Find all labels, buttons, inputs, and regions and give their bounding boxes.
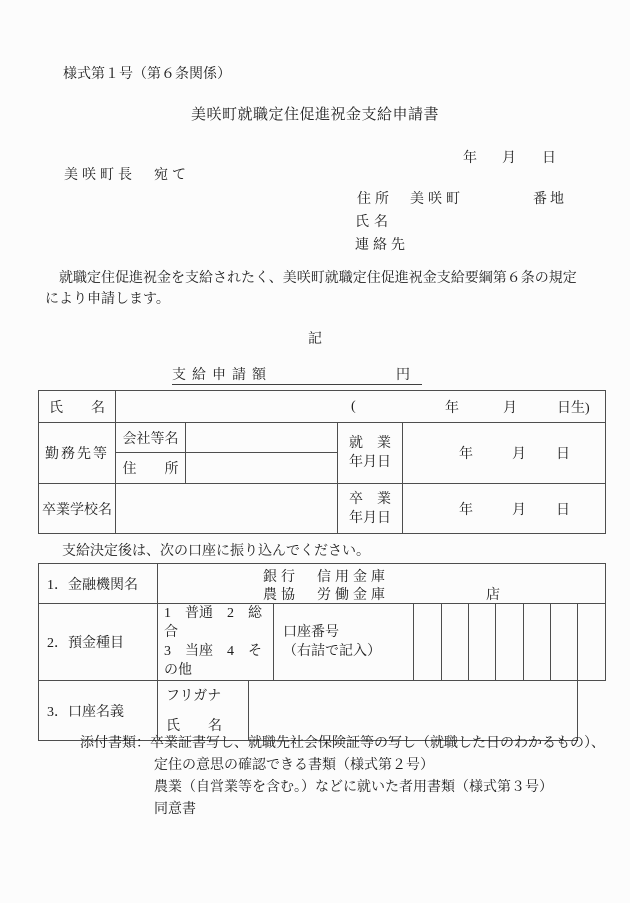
contact-label: 連絡先 (355, 238, 409, 253)
payout-note: 支給決定後は、次の口座に振り込んでください。 (62, 544, 370, 559)
attachment-item: 農業（自営業等を含む。）などに就いた者用書類（様式第３号） (154, 780, 553, 795)
company-name-input-cell (186, 423, 338, 453)
account-number-digit-box (469, 604, 496, 681)
company-name-label: 会社等名 (116, 423, 186, 453)
account-number-digit-box (524, 604, 551, 681)
account-holder-input-cell (249, 681, 578, 741)
graduation-month-label: 月 (512, 502, 526, 518)
workplace-address-label: 住 所 (116, 453, 186, 484)
bank-name-input-cell (158, 564, 606, 604)
name-input-cell (116, 391, 606, 423)
branch-label: 店 (486, 588, 500, 603)
graduation-date-line-1: 卒 業 (349, 491, 391, 507)
employment-day-label: 日 (556, 447, 570, 462)
employment-year-label: 年 (459, 447, 473, 462)
graduation-school-label: 卒業学校名 (39, 484, 116, 534)
employment-date-input-cell (403, 423, 606, 484)
graduation-year-label: 年 (459, 502, 473, 518)
account-number-digit-box (414, 604, 442, 681)
holder-name-label: 氏 名 (166, 719, 222, 734)
attachment-item: 卒業証書写し、就職先社会保険証等の写し（就職した日のわかるもの）、 (150, 736, 605, 751)
attachments-label: 添付書類： (80, 736, 150, 751)
account-number-note: （右詰で記入） (283, 644, 381, 659)
birth-day-label: 日生) (557, 400, 590, 416)
applicant-name-label: 氏名 (355, 215, 393, 230)
birth-month-label: 月 (503, 400, 517, 416)
date-year-label: 年 (463, 151, 477, 166)
address-label: 住所 (357, 192, 393, 207)
account-type-options-line-1: 1 普通 2 総合 (164, 606, 262, 640)
account-holder-row-label: 3．口座名義 (39, 681, 158, 741)
account-number-digit-box (496, 604, 524, 681)
account-type-options-line-2: 3 当座 4 その他 (164, 644, 262, 678)
workplace-row-label: 勤務先等 (39, 423, 116, 484)
birth-year-label: 年 (445, 400, 459, 416)
amount-label: 支給申請額 (172, 368, 272, 383)
bank-type-line-1: 銀行 信用金庫 (263, 570, 389, 585)
account-number-label: 口座番号 (283, 625, 339, 640)
employment-date-line-2: 年月日 (349, 455, 391, 470)
address-town: 美咲町 (410, 192, 464, 207)
employment-month-label: 月 (512, 447, 526, 462)
date-day-label: 日 (542, 151, 556, 166)
account-type-options (158, 604, 274, 681)
graduation-date-label (338, 484, 403, 534)
attachment-item: 定住の意思の確認できる書類（様式第２号） (154, 758, 434, 773)
amount-line (172, 363, 422, 385)
date-month-label: 月 (502, 151, 516, 166)
employment-date-label (338, 423, 403, 484)
attachment-item: 同意書 (154, 802, 196, 817)
statement-line-1: 就職定住促進祝金を支給されたく、美咲町就職定住促進祝金支給要綱第６条の規定 (45, 271, 577, 286)
applicant-table (38, 390, 606, 534)
graduation-date-input-cell (403, 484, 606, 534)
account-holder-label-cell (158, 681, 249, 741)
ki-heading: 記 (308, 332, 322, 347)
bank-type-line-2: 農協 労働金庫 (263, 588, 389, 603)
form-number: 様式第１号（第６条関係） (63, 67, 231, 82)
account-number-digit-box (551, 604, 578, 681)
name-row-label: 氏 名 (39, 391, 116, 423)
address-banchi-label: 番地 (533, 192, 567, 207)
employment-date-line-1: 就 業 (349, 436, 391, 451)
graduation-day-label: 日 (556, 502, 570, 518)
graduation-school-input-cell (116, 484, 338, 534)
application-statement (45, 268, 577, 310)
workplace-address-input-cell (186, 453, 338, 484)
attachments-block (80, 733, 605, 821)
addressee: 美咲町長 宛て (64, 168, 190, 183)
amount-unit-label: 円 (396, 368, 410, 383)
account-number-digit-box (442, 604, 469, 681)
statement-line-2: により申請します。 (45, 292, 170, 307)
page-title: 美咲町就職定住促進祝金支給申請書 (190, 107, 439, 123)
account-type-row-label: 2．預金種目 (39, 604, 158, 681)
account-number-digit-box (578, 604, 606, 681)
bank-name-row-label: 1．金融機関名 (39, 564, 158, 604)
furigana-label: フリガナ (166, 689, 222, 704)
graduation-date-line-2: 年月日 (349, 510, 391, 526)
birth-open-paren: ( (351, 398, 356, 414)
bank-account-table (38, 563, 606, 741)
account-number-label-cell (274, 604, 414, 681)
attachment-line (80, 733, 605, 755)
